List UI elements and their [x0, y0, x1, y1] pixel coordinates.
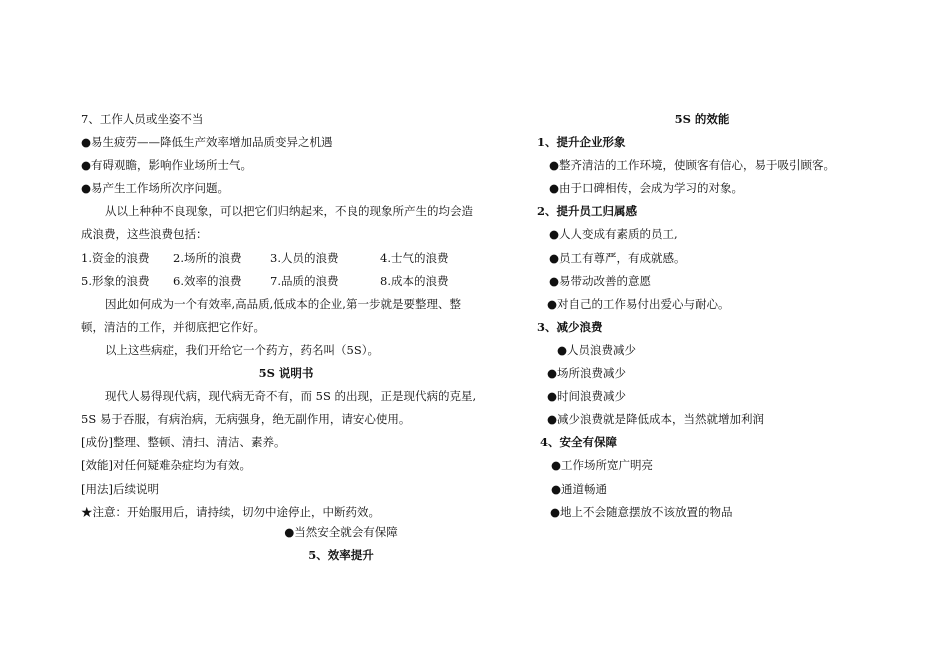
efficient-line-2: 顿，清洁的工作，并彻底把它作好。: [81, 319, 265, 334]
waste-row-1: [81, 247, 491, 270]
right-column: [537, 108, 867, 524]
list-item: ●易带动改善的意愿: [549, 273, 652, 288]
waste-item: 5.形象的浪费: [81, 273, 150, 288]
list-item: ●地上不会随意摆放不该放置的物品: [550, 504, 733, 519]
bullet-appearance: ●有碍观瞻，影响作业场所士气。: [81, 158, 253, 173]
manual-title: 5S 说明书: [258, 366, 314, 381]
notice-line: ★注意：开始服用后，请持续，切勿中途停止，中断药效。: [81, 504, 380, 519]
list-item: ●对自己的工作易付出爱心与耐心。: [547, 296, 730, 311]
heading-safety: 4、安全有保障: [540, 435, 618, 450]
waste-item: 8.成本的浪费: [380, 273, 449, 288]
manual-line-2: 5S 易于吞服，有病治病，无病强身，绝无副作用，请安心使用。: [81, 412, 411, 427]
list-item: ●人员浪费减少: [557, 342, 637, 357]
waste-item: 2.场所的浪费: [173, 250, 242, 265]
list-item: ●时间浪费减少: [547, 389, 627, 404]
bullet-order: ●易产生工作场所次序问题。: [81, 181, 230, 196]
waste-item: 6.效率的浪费: [173, 273, 242, 288]
waste-item: 1.资金的浪费: [81, 250, 150, 265]
efficient-line-1: 因此如何成为一个有效率,高品质,低成本的企业,第一步就是要整理、整: [105, 296, 461, 311]
list-item: ●通道畅通: [551, 481, 608, 496]
safety-bullet: ●当然安全就会有保障: [284, 525, 398, 539]
summary-line-2: 成浪费，这些浪费包括：: [81, 227, 208, 242]
section-7-title: 7、工作人员或坐姿不当: [81, 112, 204, 126]
efficacy-title: 5S 的效能: [674, 112, 730, 126]
section-5-title: 5、效率提升: [308, 548, 374, 562]
list-item: ●场所浪费减少: [547, 366, 627, 381]
list-item: ●工作场所宽广明亮: [551, 458, 654, 473]
left-column: [81, 108, 491, 524]
summary-line-1: 从以上种种不良现象，可以把它们归纳起来，不良的现象所产生的均会造: [105, 204, 473, 219]
heading-belonging: 2、提升员工归属感: [537, 204, 638, 219]
prescription-line: 以上这些病症，我们开给它一个药方，药名叫（5S）。: [105, 342, 379, 357]
waste-item: 7.品质的浪费: [270, 273, 339, 288]
waste-item: 4.士气的浪费: [380, 250, 449, 265]
ingredients-line: [成份]整理、整顿、清扫、清洁、素养。: [81, 435, 286, 450]
bullet-fatigue: ●易生疲劳——降低生产效率增加品质变异之机遇: [81, 135, 333, 150]
list-item: ●由于口碑相传，会成为学习的对象。: [549, 181, 744, 196]
list-item: ●员工有尊严，有成就感。: [549, 250, 686, 265]
list-item: ●人人变成有素质的员工,: [549, 227, 678, 242]
manual-line-1: 现代人易得现代病，现代病无奇不有，而 5S 的出现，正是现代病的克星,: [105, 389, 477, 404]
waste-row-2: [81, 270, 491, 293]
efficacy-line: [效能]对任何疑难杂症均为有效。: [81, 458, 251, 473]
list-item: ●减少浪费就是降低成本，当然就增加利润: [547, 412, 765, 427]
usage-line: [用法]后续说明: [81, 481, 159, 496]
waste-item: 3.人员的浪费: [270, 250, 339, 265]
heading-reduce-waste: 3、减少浪费: [537, 319, 603, 334]
list-item: ●整齐清洁的工作环境，使顾客有信心，易于吸引顾客。: [549, 158, 836, 173]
heading-image: 1、提升企业形象: [537, 135, 626, 150]
